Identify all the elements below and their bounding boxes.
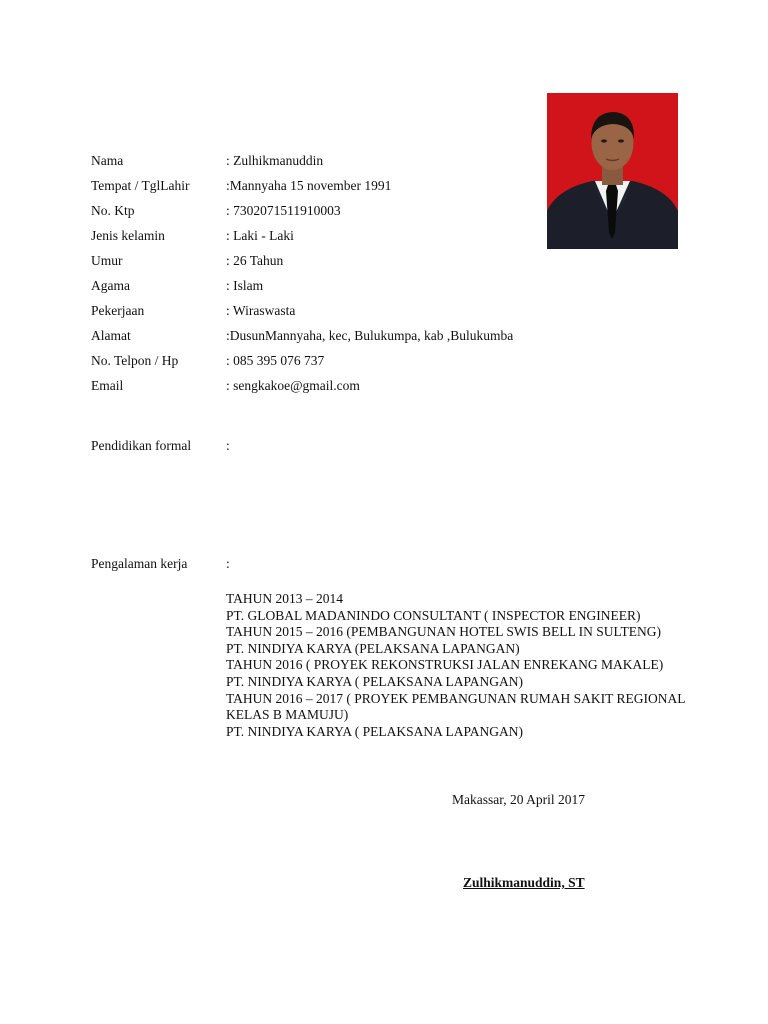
experience-list: [226, 591, 686, 740]
experience-value: :: [226, 556, 230, 571]
bio-value: : sengkakoe@gmail.com: [226, 378, 360, 393]
experience-line: PT. NINDIYA KARYA ( PELAKSANA LAPANGAN): [226, 723, 524, 739]
bio-value: : 7302071511910003: [226, 203, 341, 218]
bio-label: Email: [91, 378, 124, 393]
bio-value: :DusunMannyaha, kec, Bulukumpa, kab ,Bulukumba: [226, 328, 514, 343]
experience-label: Pengalaman kerja: [91, 556, 188, 571]
bio-label: Tempat / TglLahir: [91, 178, 190, 193]
bio-label: Jenis kelamin: [91, 228, 165, 243]
bio-label: Umur: [91, 253, 123, 268]
bio-label: Pekerjaan: [91, 303, 145, 318]
experience-line: PT. GLOBAL MADANINDO CONSULTANT ( INSPECTOR ENGINEER): [226, 607, 641, 623]
bio-value: : Wiraswasta: [226, 303, 296, 318]
bio-value: : Zulhikmanuddin: [226, 153, 324, 168]
bio-label: Alamat: [91, 328, 131, 343]
education-value: :: [226, 438, 230, 453]
experience-line: TAHUN 2016 ( PROYEK REKONSTRUKSI JALAN ENREKANG MAKALE): [226, 657, 664, 673]
experience-line: PT. NINDIYA KARYA (PELAKSANA LAPANGAN): [226, 640, 520, 656]
bio-value: : 085 395 076 737: [226, 353, 325, 368]
bio-label: Agama: [91, 278, 130, 293]
profile-photo: [547, 93, 678, 249]
experience-line: TAHUN 2016 – 2017 ( PROYEK PEMBANGUNAN RUMAH SAKIT REGIONAL: [226, 690, 686, 706]
bio-value: :Mannyaha 15 november 1991: [226, 178, 392, 193]
bio-value: : Islam: [226, 278, 264, 293]
bio-value: : 26 Tahun: [226, 253, 284, 268]
bio-value: : Laki - Laki: [226, 228, 294, 243]
experience-line: KELAS B MAMUJU): [226, 707, 349, 723]
experience-line: PT. NINDIYA KARYA ( PELAKSANA LAPANGAN): [226, 673, 524, 689]
place-date: Makassar, 20 April 2017: [452, 792, 585, 807]
bio-label: Nama: [91, 153, 124, 168]
experience-line: TAHUN 2015 – 2016 (PEMBANGUNAN HOTEL SWIS BELL IN SULTENG): [226, 624, 662, 640]
experience-line: TAHUN 2013 – 2014: [226, 591, 344, 606]
signature-name: Zulhikmanuddin, ST: [463, 875, 585, 890]
portrait-figure: [547, 93, 678, 249]
education-label: Pendidikan formal: [91, 438, 192, 453]
bio-label: No. Telpon / Hp: [91, 353, 179, 368]
bio-label: No. Ktp: [91, 203, 135, 218]
